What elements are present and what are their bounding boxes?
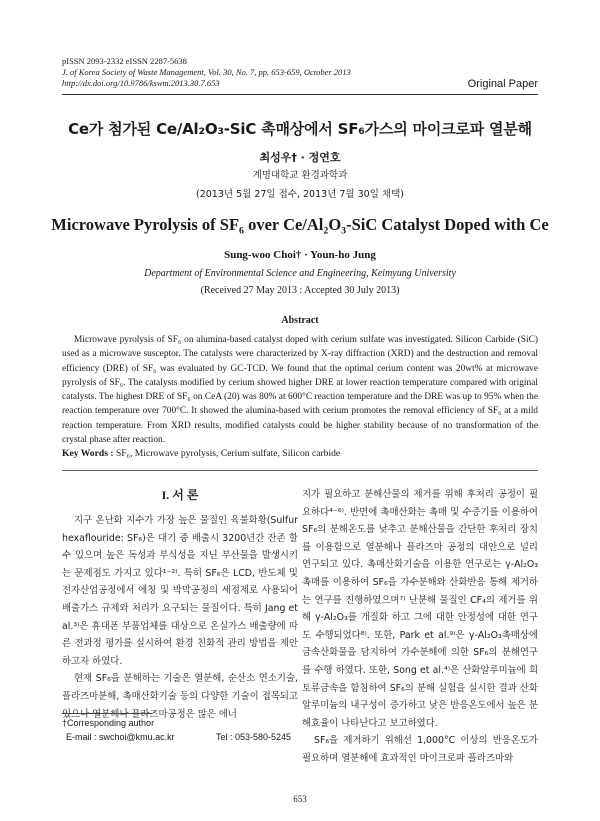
keywords-label: Key Words : — [62, 448, 116, 459]
issn-line: pISSN 2093-2332 eISSN 2287-5638 — [62, 56, 187, 66]
right-column — [302, 486, 538, 768]
keywords-rule — [62, 470, 538, 471]
author-email[interactable]: E-mail : swchoi@kmu.ac.kr — [66, 732, 175, 742]
intro-paragraph-1: 지구 온난화 지수가 가장 높은 물질인 육불화황(Sulfur hexaflouride: SF₆)은 대기 중 배출시 3200년간 잔존 할 수 있으며 높은 독성과 부식성을 지닌 부산물을 발생시키는 문제점도 가지고 있다¹⁻²⁾. 특히 SF₆은 LCD, 반도체 및 전자산업공정에서 에칭 및 박막공정의 세정제로 사용되어 배출가스 규제와 처리가 요구되는 물질이다. 특히 Jang et al.³⁾은 휴대폰 부품업체를 대상으로 온실가스 배출량에 따른 전과정 평가를 실시하여 환경 친화적 관리 방법을 제안하고자 하였다. — [62, 515, 298, 667]
intro-paragraph-4: SF₆을 제거하기 위해선 1,000°C 이상의 반응온도가 필요하며 열분해에 효과적인 마이크로파 플라즈마와 — [302, 735, 538, 764]
abstract-heading: Abstract — [281, 315, 319, 326]
english-affiliation: Department of Environmental Science and Engineering, Keimyung University — [144, 268, 456, 279]
english-title: Microwave Pyrolysis of SF₆ over Ce/Al₂O₃-SiC Catalyst Doped with Ce — [51, 215, 549, 234]
paper-type-label: Original Paper — [467, 78, 538, 90]
intro-paragraph-2: 현재 SF₆을 분해하는 기술은 열분해, 순산소 연소기술, 플라즈마분해, 촉매산화기술 등의 다양한 기술이 접목되고 있으나 열분해나 플라즈마공정은 많은 에너 — [62, 673, 298, 720]
section-heading-introduction: I. 서 론 — [161, 488, 199, 502]
keywords-line — [62, 448, 538, 459]
journal-header — [62, 56, 351, 89]
journal-citation: J. of Korea Society of Waste Management, Vol. 30, No. 7, pp. 653-659, October 2013 — [62, 67, 351, 77]
korean-affiliation: 계명대학교 환경과학과 — [252, 170, 348, 181]
keywords-text: SF₆, Microwave pyrolysis, Cerium sulfate, Silicon carbide — [115, 448, 341, 459]
korean-dates: (2013년 5월 27일 접수, 2013년 7월 30일 채택) — [196, 189, 404, 200]
header-rule — [62, 94, 538, 95]
author-phone: Tel : 053-580-5245 — [216, 732, 292, 742]
doi-link[interactable]: http://dx.doi.org/10.9786/kswm.2013.30.7.653 — [62, 78, 220, 88]
footnote-rule — [62, 713, 152, 714]
corresponding-author-note: †Corresponding author — [62, 718, 155, 728]
abstract-text: Microwave pyrolysis of SF₆ on alumina-based catalyst doped with cerium sulfate was investigated. Silicon Carbide (SiC) used as a microwave susceptor. The catalysts were characterized by X-ray diffraction (XRD) and the destruction and removal efficiency (DRE) of SF₆ was evaluated by GC-TCD. We found that the optimal cerium content was 20wt% at microwave pyrolysis of SF₆. The catalysts modified by cerium showed higher DRE at lower reaction temperature compared with original catalysts. The highest DRE of SF₆ on CeA (20) was 80% at 600°C reaction temperature and the DRE was up to 95% when the reaction temperature over 700°C. It showed the alumina-based with cerium promotes the removal efficiency of SF₆ at a mild reaction temperature. From XRD results, modified catalysts could be higher stability because of no transformation of the crystal phase after reaction. — [62, 335, 538, 446]
intro-paragraph-3: 지가 필요하고 분해산물의 제거를 위해 후처리 공정이 필요하다⁴⁻⁶⁾. 반면에 촉매산화는 촉매 및 수증기를 이용하여 SF₆의 분해온도를 낮추고 분해산물을 간단한 후처리 장치를 이용함으로 열분해나 플라즈마 공정의 대안으로 널리 연구되고 있다. 촉매산화기술을 이용한 연구로는 γ-Al₂O₃촉매를 이용하여 SF₆을 가수분해와 산화반응 통해 제거하는 연구를 진행하였으며⁷⁾ 난분해 물질인 CF₄의 제거를 위해 γ-Al₂O₃를 개질화 하고 그에 대한 안정성에 대한 연구도 수행되었다⁸⁾. 또한, Park et al.⁹⁾은 γ-Al₂O₃촉매상에 금속산화물을 담지하여 가수분해에 의한 SF₆의 분해연구를 수행 하였다. 또한, Song et al.⁴⁾은 산화알루미늄에 희토류금속을 함침하여 SF₆의 분해 실험을 실시한 결과 산화알루미늄의 내구성이 증가하고 낮은 반응온도에서 높은 분해효율이 나타난다고 보고하였다. — [302, 489, 538, 729]
korean-title: Ce가 첨가된 Ce/Al₂O₃-SiC 촉매상에서 SF₆가스의 마이크로파 열분해 — [68, 120, 532, 138]
page-number: 653 — [293, 794, 307, 804]
korean-authors: 최성우† · 정연호 — [259, 151, 341, 164]
left-column — [62, 486, 298, 723]
english-dates: (Received 27 May 2013 : Accepted 30 July 2013) — [200, 285, 400, 296]
english-authors: Sung-woo Choi† · Youn-ho Jung — [224, 249, 376, 261]
